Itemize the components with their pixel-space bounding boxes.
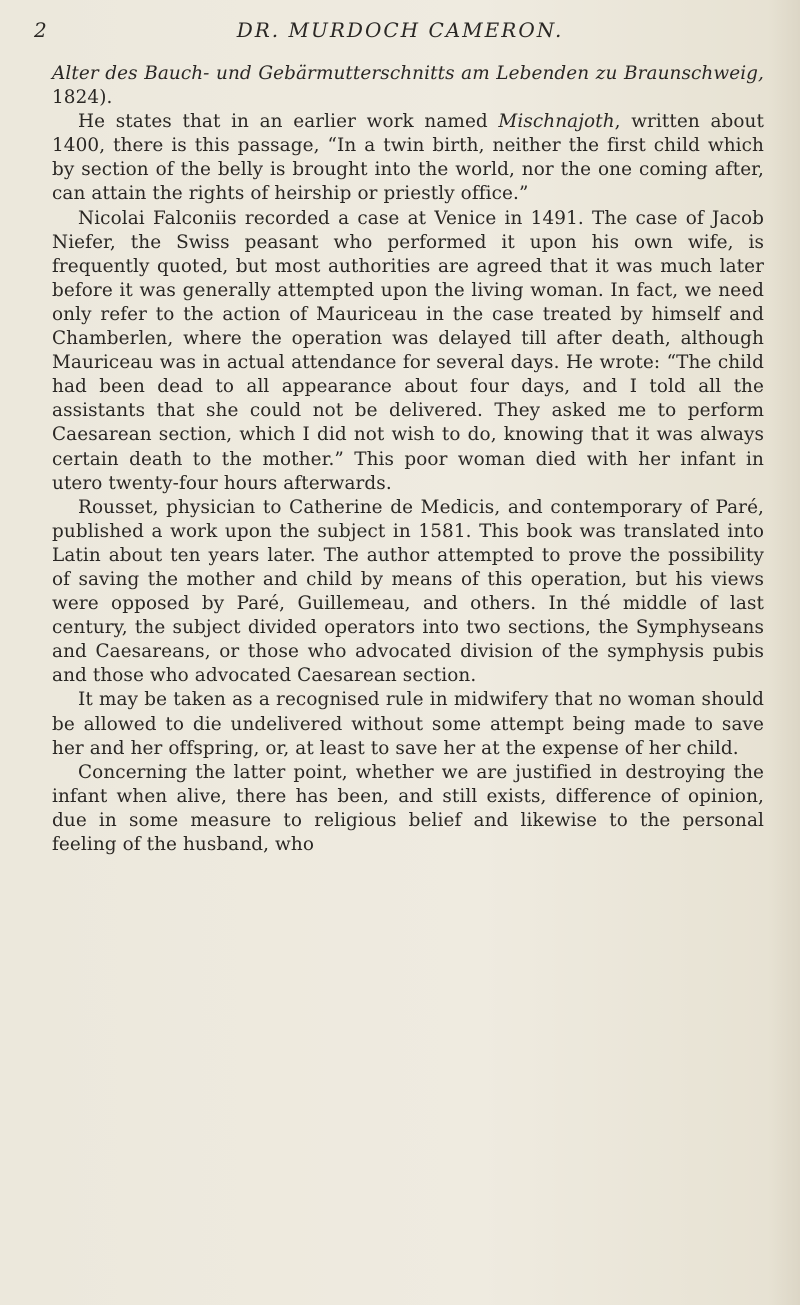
running-head: DR. MURDOCH CAMERON. xyxy=(236,18,564,42)
paragraph-text: He states that in an earlier work named xyxy=(78,111,499,133)
paragraph-text: , written about 1400, there is this passage, “In a twin birth, neither the first child which by section of the belly is brought into the world, nor the one coming after, can attain the rights of heirship or priestly office.” xyxy=(52,111,764,205)
paragraph-falconiis: Nicolai Falconiis recorded a case at Venice in 1491. The case of Jacob Niefer, the Swiss peasant who performed it upon his own wife, is frequently quoted, but most authorities are agreed that it was much later before it was generally attempted upon the living woman. In fact, we need only refer to the action of Mauriceau in the case treated by himself and Chamberlen, where the operation was delayed till after death, although Mauriceau was in actual attendance for several days. He wrote: “The child had been dead to all appearance about four days, and I told all the assistants that she could not be delivered. They asked me to perform Caesarean section, which I did not wish to do, knowing that it was always certain death to the mother.” This poor woman died with her infant in utero twenty-four hours afterwards. xyxy=(52,207,764,494)
body-text xyxy=(52,62,764,857)
page-header xyxy=(0,18,800,52)
paragraph-recognised-rule: It may be taken as a recognised rule in midwifery that no woman should be allowed to die undelivered without some attempt being made to save her and her offspring, or, at least to save her at the expense of her child. xyxy=(52,689,764,759)
work-title: Mischnajoth xyxy=(498,111,615,133)
paragraph-concerning: Concerning the latter point, whether we are justified in destroying the infant when alive, there has been, and still exists, difference of opinion, due in some measure to religious belief and likewise to the personal feeling of the husband, who xyxy=(52,761,764,855)
paragraph-mischnajoth xyxy=(52,110,764,206)
page-number: 2 xyxy=(34,18,47,42)
paragraph-citation xyxy=(52,62,764,110)
paragraph-rousset: Rousset, physician to Catherine de Medicis, and contemporary of Paré, published a work upon the subject in 1581. This book was translated into Latin about ten years later. The author attempted to prove the possibility of saving the mother and child by means of this operation, but his views were opposed by Paré, Guillemeau, and others. In thé middle of last century, the subject divided operators into two sections, the Symphyseans and Caesareans, or those who advocated division of the symphysis pubis and those who advocated Caesarean section. xyxy=(52,496,764,687)
citation-rest: 1824). xyxy=(52,87,113,109)
citation-title: Alter des Bauch- und Gebärmutterschnitts am Lebenden zu Braunschweig, xyxy=(52,63,764,84)
